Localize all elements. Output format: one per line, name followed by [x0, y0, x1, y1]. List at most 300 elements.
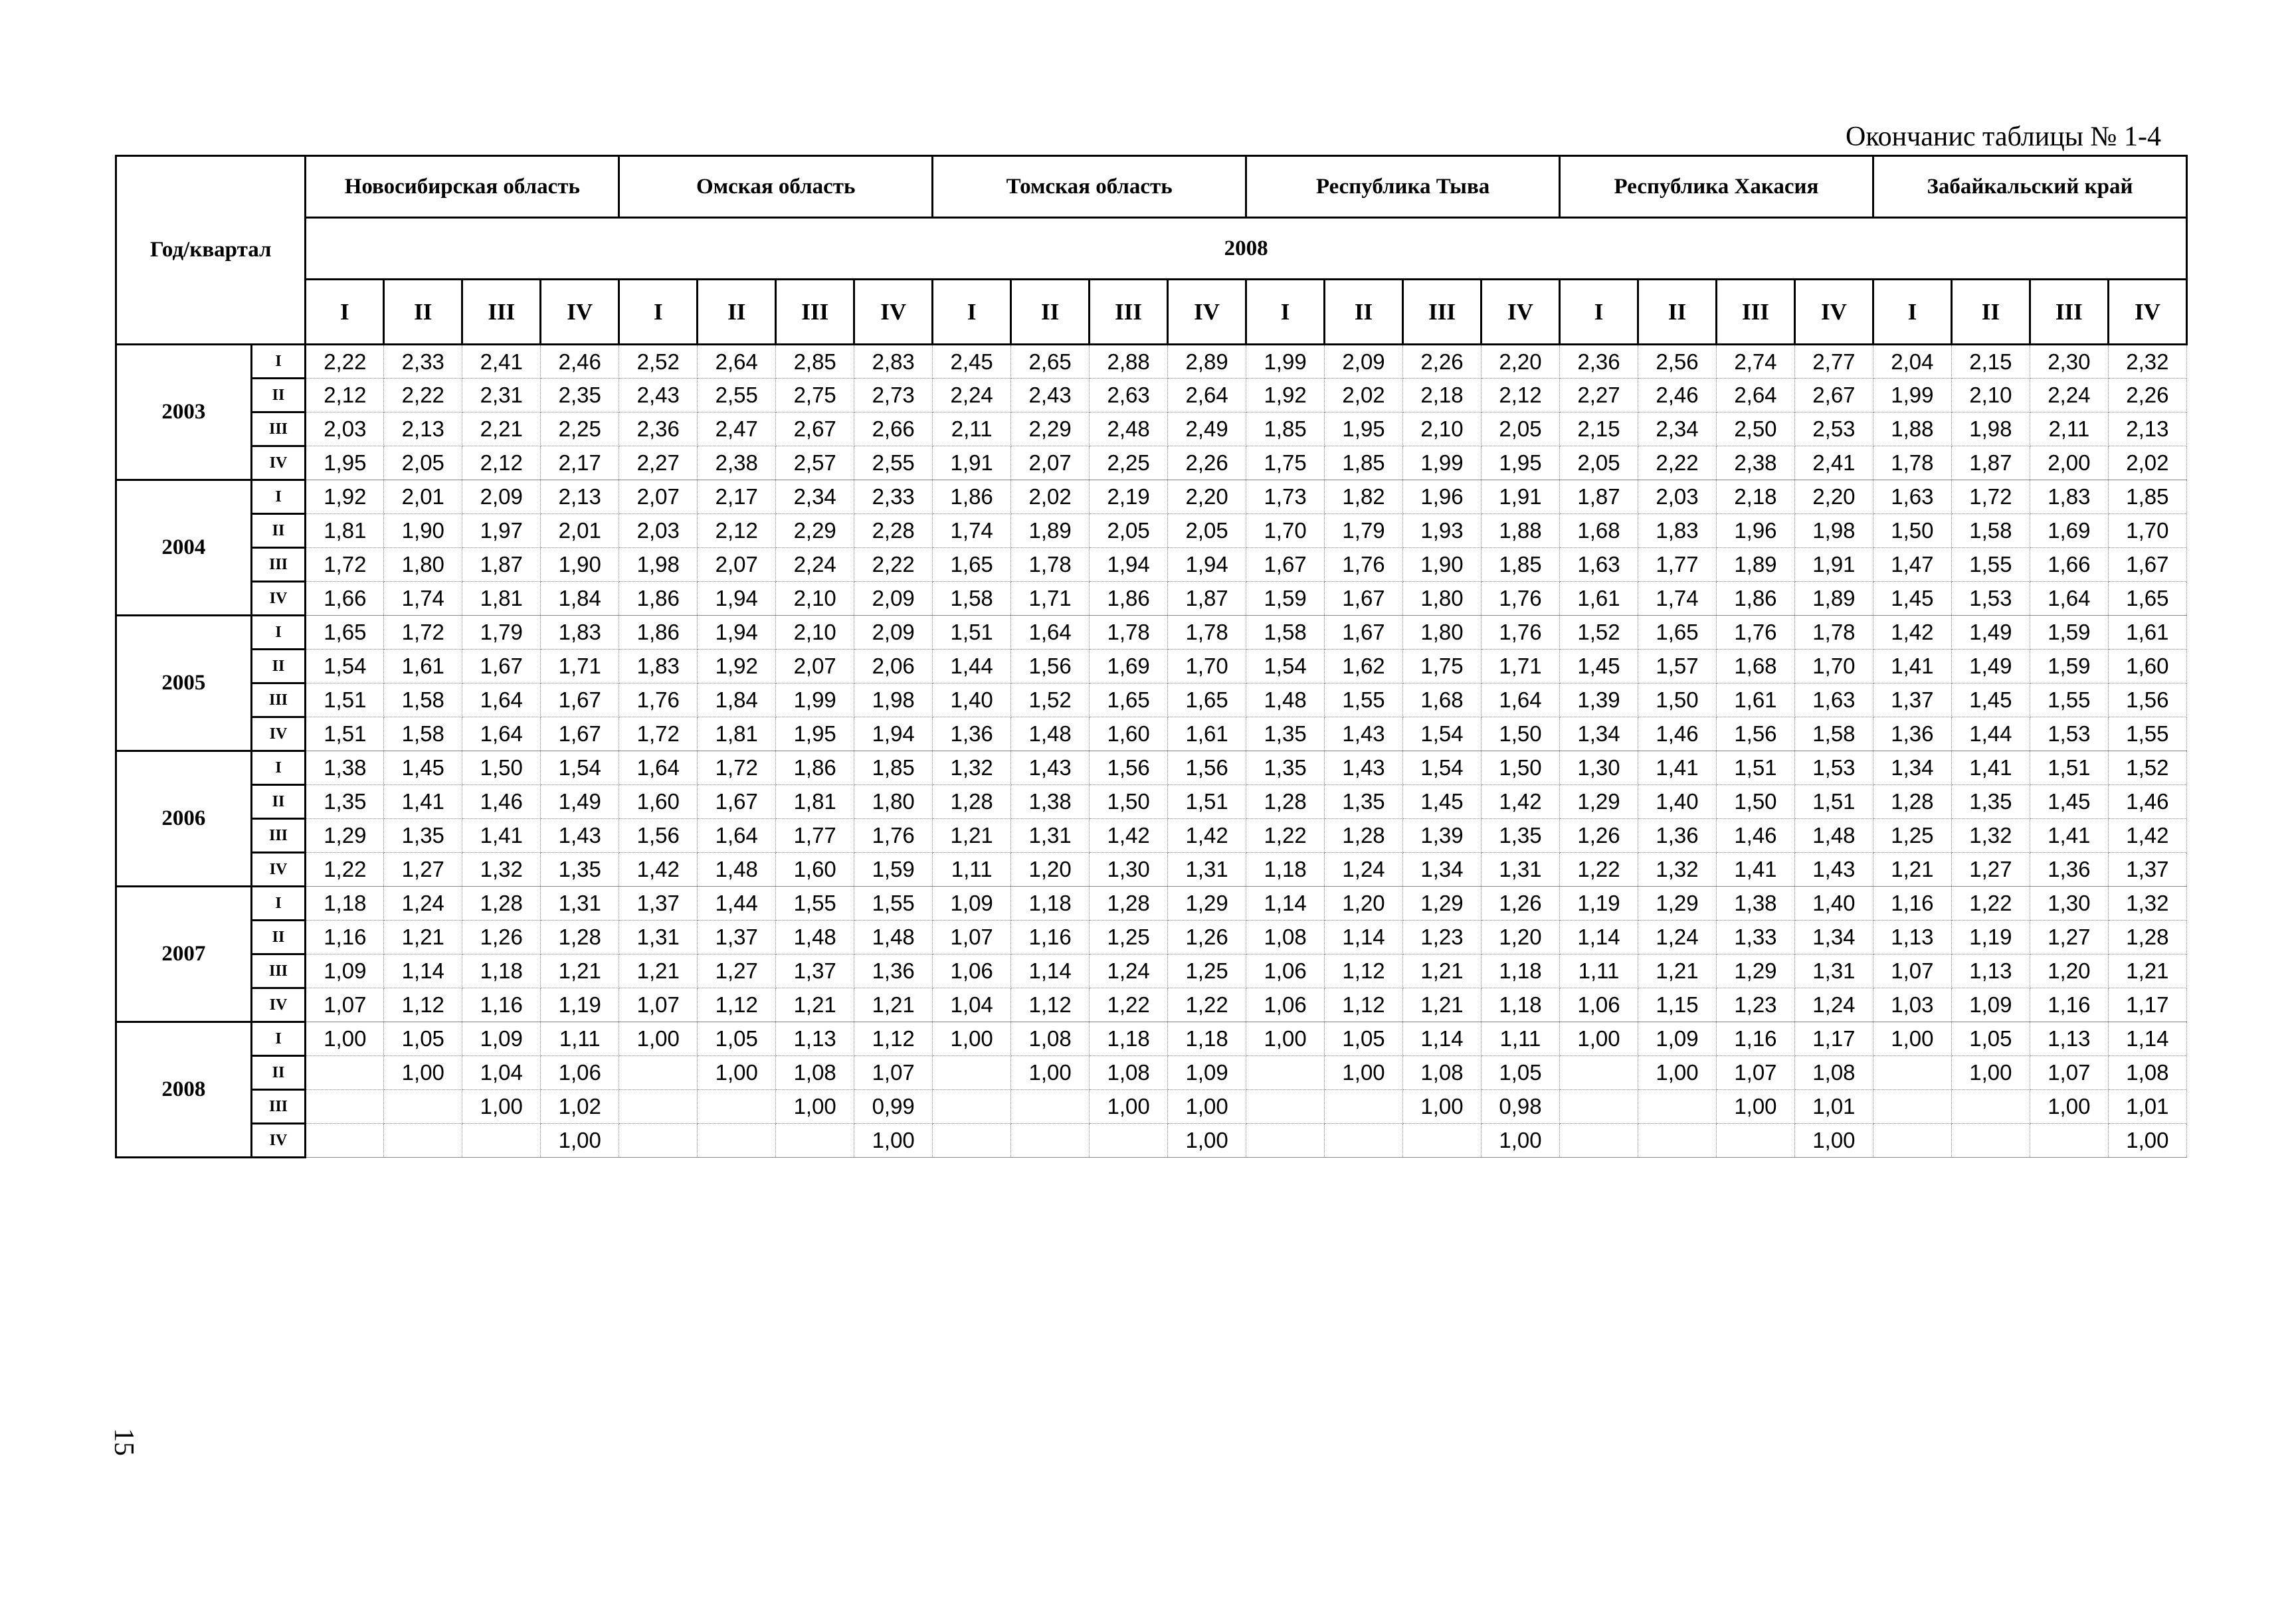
- quarter-header: I: [619, 280, 698, 345]
- value-cell: [306, 1056, 384, 1090]
- value-cell: 1,08: [1011, 1022, 1090, 1056]
- value-cell: 1,04: [462, 1056, 541, 1090]
- value-cell: 1,28: [1325, 819, 1403, 853]
- value-cell: 1,07: [1873, 954, 1951, 988]
- value-cell: 2,29: [1011, 412, 1090, 446]
- value-cell: 1,31: [541, 887, 619, 921]
- value-cell: 1,72: [384, 616, 462, 650]
- value-cell: 1,58: [1246, 616, 1325, 650]
- value-cell: 1,32: [1951, 819, 2030, 853]
- value-cell: 1,03: [1873, 988, 1951, 1022]
- value-cell: 1,16: [1873, 887, 1951, 921]
- value-cell: 1,08: [1403, 1056, 1482, 1090]
- value-cell: 1,55: [1325, 683, 1403, 717]
- value-cell: 1,12: [1011, 988, 1090, 1022]
- region-header: Омская область: [619, 156, 933, 218]
- value-cell: 2,09: [854, 616, 933, 650]
- value-cell: 1,44: [698, 887, 776, 921]
- value-cell: 1,91: [1794, 548, 1873, 582]
- year-cell: 2005: [116, 616, 252, 751]
- value-cell: 1,27: [1951, 853, 2030, 887]
- value-cell: 1,35: [1246, 751, 1325, 785]
- value-cell: 1,19: [1951, 921, 2030, 954]
- value-cell: 1,00: [306, 1022, 384, 1056]
- value-cell: 2,22: [384, 379, 462, 412]
- value-cell: 1,30: [1560, 751, 1638, 785]
- year-cell: 2008: [116, 1022, 252, 1158]
- value-cell: 1,22: [1090, 988, 1168, 1022]
- value-cell: 2,53: [1794, 412, 1873, 446]
- value-cell: 1,68: [1560, 514, 1638, 548]
- value-cell: 1,01: [1794, 1090, 1873, 1124]
- value-cell: 1,12: [854, 1022, 933, 1056]
- value-cell: 1,28: [2108, 921, 2186, 954]
- value-cell: 1,76: [619, 683, 698, 717]
- value-cell: 1,11: [1482, 1022, 1560, 1056]
- value-cell: 1,43: [1011, 751, 1090, 785]
- quarter-cell: III: [251, 1090, 306, 1124]
- value-cell: 1,92: [1246, 379, 1325, 412]
- value-cell: 1,85: [2108, 480, 2186, 514]
- value-cell: 1,37: [1873, 683, 1951, 717]
- value-cell: 1,87: [462, 548, 541, 582]
- value-cell: 1,65: [933, 548, 1011, 582]
- value-cell: 1,41: [1638, 751, 1716, 785]
- value-cell: 1,50: [1638, 683, 1716, 717]
- value-cell: 1,18: [462, 954, 541, 988]
- value-cell: [698, 1124, 776, 1158]
- value-cell: 1,30: [2030, 887, 2108, 921]
- value-cell: 1,81: [776, 785, 854, 819]
- value-cell: 1,66: [2030, 548, 2108, 582]
- quarter-cell: III: [251, 683, 306, 717]
- value-cell: 1,85: [854, 751, 933, 785]
- value-cell: 1,56: [619, 819, 698, 853]
- value-cell: 1,55: [2030, 683, 2108, 717]
- value-cell: 1,22: [1168, 988, 1246, 1022]
- value-cell: 1,21: [776, 988, 854, 1022]
- value-cell: 1,42: [1168, 819, 1246, 853]
- value-cell: 2,18: [1403, 379, 1482, 412]
- table-row: [116, 988, 2187, 1022]
- value-cell: 1,05: [1325, 1022, 1403, 1056]
- value-cell: 1,39: [1560, 683, 1638, 717]
- value-cell: 1,28: [462, 887, 541, 921]
- value-cell: 1,56: [1168, 751, 1246, 785]
- value-cell: 1,24: [384, 887, 462, 921]
- value-cell: 2,56: [1638, 345, 1716, 379]
- value-cell: 2,07: [698, 548, 776, 582]
- quarter-cell: III: [251, 954, 306, 988]
- value-cell: 1,28: [1246, 785, 1325, 819]
- value-cell: 1,84: [698, 683, 776, 717]
- value-cell: 1,07: [619, 988, 698, 1022]
- value-cell: 1,51: [1168, 785, 1246, 819]
- quarter-header: II: [1951, 280, 2030, 345]
- value-cell: 1,41: [1716, 853, 1794, 887]
- value-cell: 1,27: [384, 853, 462, 887]
- value-cell: 1,67: [2108, 548, 2186, 582]
- value-cell: 1,00: [462, 1090, 541, 1124]
- value-cell: 1,36: [933, 717, 1011, 751]
- value-cell: 1,77: [776, 819, 854, 853]
- value-cell: 2,67: [776, 412, 854, 446]
- value-cell: 1,75: [1403, 650, 1482, 683]
- value-cell: 1,25: [1090, 921, 1168, 954]
- value-cell: 1,21: [854, 988, 933, 1022]
- year-header: 2008: [306, 218, 2187, 280]
- value-cell: 1,60: [1090, 717, 1168, 751]
- quarter-header: III: [1716, 280, 1794, 345]
- quarter-cell: IV: [251, 717, 306, 751]
- value-cell: 1,00: [1482, 1124, 1560, 1158]
- quarter-cell: III: [251, 548, 306, 582]
- value-cell: 1,34: [1560, 717, 1638, 751]
- value-cell: 2,13: [541, 480, 619, 514]
- quarter-cell: II: [251, 650, 306, 683]
- value-cell: 1,24: [1638, 921, 1716, 954]
- year-cell: 2007: [116, 887, 252, 1022]
- value-cell: 1,20: [1325, 887, 1403, 921]
- value-cell: 1,00: [2030, 1090, 2108, 1124]
- value-cell: 2,07: [776, 650, 854, 683]
- value-cell: 1,04: [933, 988, 1011, 1022]
- table-row: [116, 514, 2187, 548]
- value-cell: 2,34: [1638, 412, 1716, 446]
- value-cell: 2,15: [1951, 345, 2030, 379]
- value-cell: 2,83: [854, 345, 933, 379]
- value-cell: 1,69: [1090, 650, 1168, 683]
- value-cell: 1,18: [1011, 887, 1090, 921]
- page-number: 15: [108, 1428, 139, 1456]
- value-cell: 1,96: [1403, 480, 1482, 514]
- value-cell: 1,70: [2108, 514, 2186, 548]
- value-cell: [1325, 1090, 1403, 1124]
- region-header: Забайкальский край: [1873, 156, 2186, 218]
- value-cell: 1,50: [1716, 785, 1794, 819]
- value-cell: 1,90: [384, 514, 462, 548]
- table-row: [116, 616, 2187, 650]
- value-cell: 2,36: [619, 412, 698, 446]
- value-cell: 1,94: [698, 616, 776, 650]
- value-cell: 2,17: [541, 446, 619, 480]
- quarter-header: II: [1011, 280, 1090, 345]
- value-cell: 1,00: [1638, 1056, 1716, 1090]
- year-cell: 2006: [116, 751, 252, 887]
- table-row: [116, 446, 2187, 480]
- value-cell: 1,99: [1403, 446, 1482, 480]
- value-cell: 2,11: [933, 412, 1011, 446]
- value-cell: 1,09: [933, 887, 1011, 921]
- value-cell: 1,75: [1246, 446, 1325, 480]
- table-row: [116, 582, 2187, 616]
- value-cell: [1403, 1124, 1482, 1158]
- value-cell: 1,20: [1011, 853, 1090, 887]
- value-cell: 2,15: [1560, 412, 1638, 446]
- value-cell: 2,36: [1560, 345, 1638, 379]
- quarter-header: III: [2030, 280, 2108, 345]
- value-cell: 1,99: [776, 683, 854, 717]
- value-cell: 1,07: [2030, 1056, 2108, 1090]
- value-cell: 1,29: [1638, 887, 1716, 921]
- value-cell: 1,35: [1951, 785, 2030, 819]
- value-cell: 1,58: [384, 683, 462, 717]
- corner-header: Год/квартал: [116, 156, 306, 345]
- value-cell: 1,16: [1011, 921, 1090, 954]
- value-cell: 1,78: [1168, 616, 1246, 650]
- value-cell: 2,46: [1638, 379, 1716, 412]
- value-cell: 1,31: [1482, 853, 1560, 887]
- value-cell: 2,05: [1560, 446, 1638, 480]
- value-cell: 2,26: [1403, 345, 1482, 379]
- value-cell: 1,99: [1873, 379, 1951, 412]
- value-cell: 2,12: [1482, 379, 1560, 412]
- value-cell: 1,94: [1090, 548, 1168, 582]
- value-cell: 1,86: [1716, 582, 1794, 616]
- value-cell: 1,51: [933, 616, 1011, 650]
- value-cell: 1,36: [2030, 853, 2108, 887]
- value-cell: 1,11: [933, 853, 1011, 887]
- value-cell: 1,59: [2030, 616, 2108, 650]
- value-cell: 1,53: [1794, 751, 1873, 785]
- quarter-cell: I: [251, 887, 306, 921]
- value-cell: 1,12: [698, 988, 776, 1022]
- value-cell: 1,60: [2108, 650, 2186, 683]
- value-cell: 2,38: [698, 446, 776, 480]
- value-cell: 1,28: [1873, 785, 1951, 819]
- value-cell: 1,24: [1090, 954, 1168, 988]
- value-cell: [384, 1124, 462, 1158]
- value-cell: [1638, 1124, 1716, 1158]
- value-cell: 1,61: [1560, 582, 1638, 616]
- value-cell: 2,67: [1794, 379, 1873, 412]
- value-cell: 2,11: [2030, 412, 2108, 446]
- value-cell: [1560, 1056, 1638, 1090]
- value-cell: 1,97: [462, 514, 541, 548]
- value-cell: 2,89: [1168, 345, 1246, 379]
- value-cell: 1,65: [1168, 683, 1246, 717]
- value-cell: 2,75: [776, 379, 854, 412]
- value-cell: 2,20: [1794, 480, 1873, 514]
- region-header: Республика Хакасия: [1560, 156, 1873, 218]
- value-cell: 1,74: [384, 582, 462, 616]
- value-cell: 1,38: [306, 751, 384, 785]
- quarter-cell: II: [251, 1056, 306, 1090]
- value-cell: 2,64: [1716, 379, 1794, 412]
- quarter-cell: II: [251, 785, 306, 819]
- value-cell: 1,27: [698, 954, 776, 988]
- quarter-header: IV: [2108, 280, 2186, 345]
- region-header: Новосибирская область: [306, 156, 619, 218]
- value-cell: 1,68: [1403, 683, 1482, 717]
- value-cell: 1,02: [541, 1090, 619, 1124]
- value-cell: 1,28: [541, 921, 619, 954]
- value-cell: [1090, 1124, 1168, 1158]
- value-cell: 1,09: [306, 954, 384, 988]
- value-cell: 1,86: [1090, 582, 1168, 616]
- value-cell: 1,58: [1794, 717, 1873, 751]
- table-row: [116, 954, 2187, 988]
- value-cell: 1,19: [1560, 887, 1638, 921]
- value-cell: 1,49: [1951, 616, 2030, 650]
- value-cell: 1,05: [1951, 1022, 2030, 1056]
- value-cell: 1,78: [1794, 616, 1873, 650]
- value-cell: 1,70: [1168, 650, 1246, 683]
- table-row: [116, 345, 2187, 379]
- value-cell: 1,22: [1560, 853, 1638, 887]
- value-cell: 1,00: [854, 1124, 933, 1158]
- table-row: [116, 717, 2187, 751]
- value-cell: 1,53: [1951, 582, 2030, 616]
- value-cell: 1,81: [698, 717, 776, 751]
- value-cell: 1,21: [1638, 954, 1716, 988]
- value-cell: 1,45: [1873, 582, 1951, 616]
- value-cell: 2,03: [619, 514, 698, 548]
- value-cell: 2,45: [933, 345, 1011, 379]
- value-cell: 1,86: [619, 582, 698, 616]
- value-cell: 2,25: [541, 412, 619, 446]
- value-cell: 1,25: [1873, 819, 1951, 853]
- value-cell: 1,48: [1246, 683, 1325, 717]
- value-cell: 1,23: [1716, 988, 1794, 1022]
- value-cell: 2,05: [1168, 514, 1246, 548]
- value-cell: 1,54: [1403, 717, 1482, 751]
- value-cell: 1,57: [1638, 650, 1716, 683]
- value-cell: 1,90: [541, 548, 619, 582]
- value-cell: [1011, 1124, 1090, 1158]
- value-cell: 2,65: [1011, 345, 1090, 379]
- value-cell: 1,00: [2108, 1124, 2186, 1158]
- value-cell: 1,92: [698, 650, 776, 683]
- value-cell: [1951, 1124, 2030, 1158]
- value-cell: 2,13: [2108, 412, 2186, 446]
- value-cell: 1,34: [1403, 853, 1482, 887]
- value-cell: 2,48: [1090, 412, 1168, 446]
- value-cell: 1,56: [1011, 650, 1090, 683]
- value-cell: 1,42: [1090, 819, 1168, 853]
- value-cell: 1,16: [2030, 988, 2108, 1022]
- value-cell: 1,48: [776, 921, 854, 954]
- value-cell: 2,66: [854, 412, 933, 446]
- value-cell: 1,28: [1090, 887, 1168, 921]
- value-cell: 1,40: [1638, 785, 1716, 819]
- value-cell: 1,23: [1403, 921, 1482, 954]
- value-cell: 2,07: [1011, 446, 1090, 480]
- value-cell: 1,26: [1482, 887, 1560, 921]
- value-cell: 1,00: [933, 1022, 1011, 1056]
- value-cell: 1,67: [698, 785, 776, 819]
- value-cell: 2,26: [2108, 379, 2186, 412]
- value-cell: 1,18: [1482, 988, 1560, 1022]
- value-cell: 1,41: [1951, 751, 2030, 785]
- value-cell: 1,89: [1011, 514, 1090, 548]
- value-cell: 1,50: [1482, 717, 1560, 751]
- value-cell: 1,35: [306, 785, 384, 819]
- value-cell: 1,36: [1873, 717, 1951, 751]
- value-cell: 1,73: [1246, 480, 1325, 514]
- quarter-header: II: [1638, 280, 1716, 345]
- value-cell: 1,59: [1246, 582, 1325, 616]
- value-cell: 1,06: [1246, 954, 1325, 988]
- value-cell: 1,40: [1794, 887, 1873, 921]
- value-cell: 1,32: [2108, 887, 2186, 921]
- value-cell: 2,64: [1168, 379, 1246, 412]
- value-cell: 1,51: [306, 717, 384, 751]
- value-cell: 1,26: [1168, 921, 1246, 954]
- value-cell: 1,67: [541, 683, 619, 717]
- table-row: [116, 819, 2187, 853]
- value-cell: 1,53: [2030, 717, 2108, 751]
- quarter-header: I: [933, 280, 1011, 345]
- value-cell: 1,91: [1482, 480, 1560, 514]
- value-cell: 2,13: [384, 412, 462, 446]
- value-cell: 1,50: [1873, 514, 1951, 548]
- value-cell: 1,66: [306, 582, 384, 616]
- value-cell: 1,08: [1246, 921, 1325, 954]
- value-cell: 2,30: [2030, 345, 2108, 379]
- value-cell: 1,08: [1090, 1056, 1168, 1090]
- value-cell: 1,09: [462, 1022, 541, 1056]
- quarter-header: I: [1873, 280, 1951, 345]
- value-cell: 2,25: [1090, 446, 1168, 480]
- value-cell: 1,22: [1246, 819, 1325, 853]
- value-cell: 1,71: [1011, 582, 1090, 616]
- value-cell: 1,50: [462, 751, 541, 785]
- quarter-cell: II: [251, 379, 306, 412]
- region-header: Республика Тыва: [1246, 156, 1560, 218]
- value-cell: 1,48: [854, 921, 933, 954]
- value-cell: 1,29: [1168, 887, 1246, 921]
- quarter-header: III: [1090, 280, 1168, 345]
- value-cell: 2,64: [698, 345, 776, 379]
- value-cell: 1,48: [698, 853, 776, 887]
- value-cell: 1,38: [1011, 785, 1090, 819]
- value-cell: 1,60: [619, 785, 698, 819]
- value-cell: 2,10: [776, 582, 854, 616]
- table-row: [116, 683, 2187, 717]
- quarter-header: II: [1325, 280, 1403, 345]
- value-cell: 1,55: [776, 887, 854, 921]
- value-cell: 1,13: [1873, 921, 1951, 954]
- value-cell: 1,13: [776, 1022, 854, 1056]
- value-cell: 1,07: [1716, 1056, 1794, 1090]
- quarter-cell: IV: [251, 582, 306, 616]
- table-row: [116, 1090, 2187, 1124]
- quarter-cell: II: [251, 514, 306, 548]
- value-cell: 1,67: [1325, 616, 1403, 650]
- value-cell: [619, 1090, 698, 1124]
- value-cell: [1873, 1056, 1951, 1090]
- value-cell: 1,70: [1794, 650, 1873, 683]
- value-cell: 1,00: [541, 1124, 619, 1158]
- quarter-cell: III: [251, 819, 306, 853]
- value-cell: 1,54: [1246, 650, 1325, 683]
- value-cell: 1,47: [1873, 548, 1951, 582]
- value-cell: 1,00: [1794, 1124, 1873, 1158]
- value-cell: 1,12: [384, 988, 462, 1022]
- value-cell: 1,65: [1090, 683, 1168, 717]
- value-cell: 1,89: [1716, 548, 1794, 582]
- value-cell: 2,52: [619, 345, 698, 379]
- table-row: [116, 921, 2187, 954]
- value-cell: 2,43: [619, 379, 698, 412]
- value-cell: 1,80: [854, 785, 933, 819]
- value-cell: [1638, 1090, 1716, 1124]
- value-cell: 1,16: [306, 921, 384, 954]
- value-cell: 1,98: [1951, 412, 2030, 446]
- table-row: [116, 379, 2187, 412]
- value-cell: 1,87: [1560, 480, 1638, 514]
